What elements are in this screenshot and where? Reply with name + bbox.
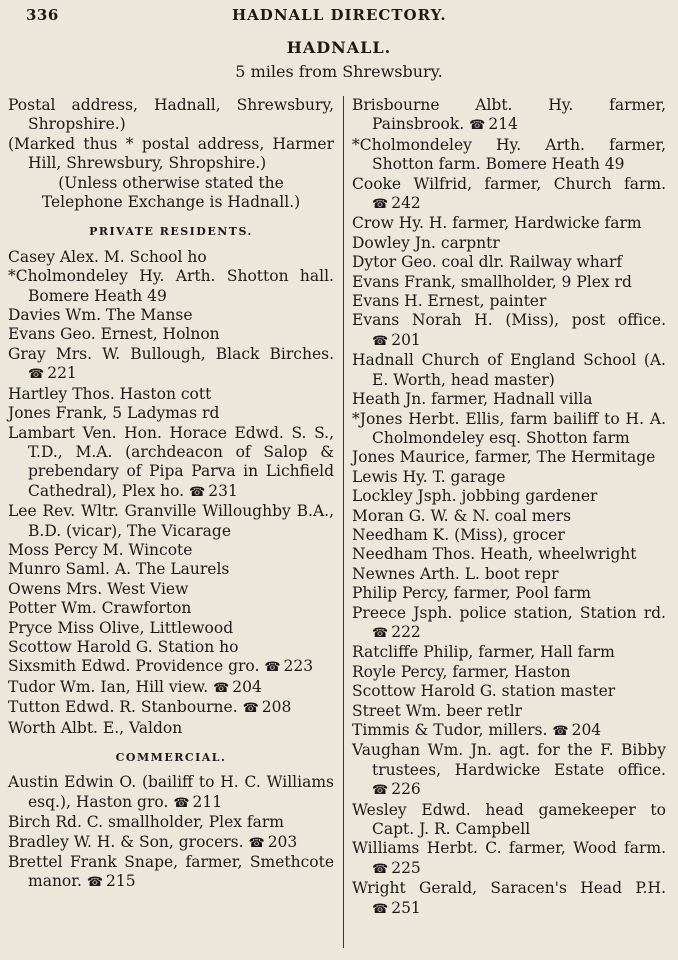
directory-entry (8, 719, 334, 738)
directory-entry (352, 292, 666, 311)
entry-text: Gray Mrs. W. Bullough, Black Birches. (8, 344, 334, 363)
entry-text: Lockley Jsph. jobbing gardener (352, 487, 598, 506)
directory-entry (352, 545, 666, 564)
phone-number (552, 721, 601, 739)
entry-text: Birch Rd. C. smallholder, Plex farm (8, 813, 285, 832)
directory-entry (352, 214, 666, 233)
telephone-icon: ☎ (189, 484, 206, 500)
directory-entry (352, 682, 666, 701)
entry-text: Evans Geo. Ernest, Holnon (8, 325, 220, 344)
entry-text: Moran G. W. & N. coal mers (352, 506, 572, 525)
phone-value: 204 (232, 677, 262, 696)
entry-text: Crow Hy. H. farmer, Hardwicke farm (352, 214, 642, 233)
telephone-icon: ☎ (28, 367, 45, 383)
directory-entry (352, 468, 666, 487)
phone-value: 223 (283, 657, 314, 676)
entry-text: Worth Albt. E., Valdon (8, 718, 183, 737)
directory-entry (8, 404, 334, 423)
commercial-list-right (352, 96, 666, 919)
phone-value: 215 (106, 872, 136, 891)
entry-text: Lambart Ven. Hon. Horace Edwd. S. S., T.D., M.A. (archdeacon of Salop & prebendary of Pipa Parva in Lichfield Cathedral), Plex ho. (8, 423, 334, 500)
directory-entry (8, 657, 334, 677)
phone-number (213, 678, 262, 696)
phone-value: 225 (391, 858, 421, 877)
phone-value: 231 (208, 481, 238, 500)
directory-entry (352, 721, 666, 741)
entry-text: Street Wm. beer retlr (352, 701, 523, 720)
directory-entry (352, 584, 666, 603)
postal-note: Postal address, Hadnall, Shrewsbury, Shropshire.) (8, 96, 334, 134)
town-heading: HADNALL. (286, 38, 392, 57)
directory-entry (352, 448, 666, 467)
entry-text: Newnes Arth. L. boot repr (352, 564, 559, 583)
private-residents-heading: PRIVATE RESIDENTS. (89, 225, 253, 239)
page-number: 336 (26, 6, 59, 24)
directory-entry (352, 311, 666, 351)
directory-entry (352, 96, 666, 136)
directory-entry (352, 175, 666, 215)
phone-number (469, 115, 518, 133)
page-header (0, 6, 678, 28)
directory-entry (352, 351, 666, 390)
phone-value: 214 (488, 115, 518, 134)
directory-entry (8, 541, 334, 560)
entry-text: Davies Wm. The Manse (8, 306, 193, 325)
directory-entry (352, 487, 666, 506)
entry-text: Needham K. (Miss), grocer (352, 525, 565, 544)
entry-text: Hartley Thos. Haston cott (8, 384, 212, 403)
directory-entry (352, 801, 666, 840)
entry-text: Scottow Harold G. Station ho (8, 637, 239, 656)
directory-entry (352, 879, 666, 919)
telephone-icon: ☎ (372, 901, 389, 917)
telephone-icon: ☎ (86, 875, 104, 891)
entry-text: Tutton Edwd. R. Stanbourne. (8, 698, 238, 717)
directory-entry (8, 502, 334, 541)
directory-entry (8, 385, 334, 404)
column-divider (343, 96, 344, 948)
entry-text: Brisbourne Albt. Hy. farmer, Painsbrook. (352, 96, 666, 134)
phone-number (372, 331, 421, 349)
entry-text: Jones Maurice, farmer, The Hermitage (352, 448, 656, 467)
entry-text: Royle Percy, farmer, Haston (352, 662, 571, 681)
telephone-icon: ☎ (372, 197, 389, 213)
private-residents-list (8, 248, 334, 738)
entry-text: Timmis & Tudor, millers. (352, 721, 548, 739)
directory-entry (8, 773, 334, 813)
phone-value: 211 (192, 792, 223, 811)
directory-entry (352, 234, 666, 253)
phone-number (248, 833, 297, 851)
phone-number (87, 872, 136, 890)
entry-text: Heath Jn. farmer, Hadnall villa (352, 390, 593, 409)
entry-text: *Jones Herbt. Ellis, farm bailiff to H. A. Cholmondeley esq. Shotton farm (352, 409, 666, 447)
entry-text: Hadnall Church of England School (A. E. Worth, head master) (352, 351, 666, 389)
phone-number (189, 482, 238, 500)
phone-number (264, 657, 313, 675)
entry-text: Cooke Wilfrid, farmer, Church farm. (352, 174, 666, 193)
directory-entry (8, 678, 334, 698)
directory-entry (352, 565, 666, 584)
directory-entry (8, 599, 334, 618)
entry-text: Philip Percy, farmer, Pool farm (352, 584, 591, 603)
telephone-icon: ☎ (552, 724, 569, 739)
directory-entry (8, 267, 334, 306)
directory-entry (352, 663, 666, 682)
telephone-icon: ☎ (372, 333, 389, 349)
entry-text: Munro Saml. A. The Laurels (8, 560, 230, 579)
entry-text: Pryce Miss Olive, Littlewood (8, 618, 234, 637)
entry-text: Brettel Frank Snape, farmer, Smethcote manor. (8, 853, 334, 891)
entry-text: Evans Norah H. (Miss), post office. (352, 311, 666, 330)
entry-text: Williams Herbt. C. farmer, Wood farm. (352, 839, 666, 858)
marked-note: (Marked thus * postal address, Harmer Hill, Shrewsbury, Shropshire.) (8, 134, 334, 173)
directory-entry (352, 643, 666, 662)
phone-value: 203 (267, 832, 298, 851)
distance-line: 5 miles from Shrewsbury. (235, 62, 443, 81)
entry-text: Moss Percy M. Wincote (8, 540, 193, 559)
phone-value: 208 (261, 698, 292, 717)
entry-text: Dytor Geo. coal dlr. Railway wharf (352, 253, 623, 272)
telephone-icon: ☎ (248, 835, 265, 851)
entry-text: Evans Frank, smallholder, 9 Plex rd (352, 272, 632, 291)
entry-text: Bradley W. H. & Son, grocers. (8, 832, 244, 851)
telephone-icon: ☎ (264, 660, 281, 676)
directory-entry (352, 390, 666, 409)
directory-entry (352, 526, 666, 545)
directory-entry (352, 839, 666, 879)
directory-entry (8, 619, 334, 638)
telephone-icon: ☎ (173, 795, 190, 811)
phone-number (372, 859, 421, 877)
directory-entry (352, 273, 666, 292)
entry-text: Dowley Jn. carpntr (352, 233, 500, 252)
commercial-heading: COMMERCIAL. (115, 751, 227, 764)
phone-number (372, 623, 421, 641)
entry-text: Vaughan Wm. Jn. agt. for the F. Bibby trustees, Hardwicke Estate office. (352, 741, 666, 779)
entry-text: Wright Gerald, Saracen's Head P.H. (352, 879, 666, 898)
entry-text: Needham Thos. Heath, wheelwright (352, 545, 637, 564)
directory-entry (8, 424, 334, 503)
entry-text: Owens Mrs. West View (8, 579, 189, 598)
directory-entry (8, 325, 334, 344)
telephone-icon: ☎ (213, 680, 230, 696)
phone-number (28, 364, 77, 382)
entry-text: Jones Frank, 5 Ladymas rd (8, 404, 220, 423)
phone-number (173, 793, 222, 811)
directory-entry (8, 813, 334, 832)
directory-entry (352, 253, 666, 272)
phone-value: 221 (47, 364, 77, 383)
directory-entry (352, 741, 666, 800)
commercial-list-left (8, 773, 334, 892)
entry-text: Evans H. Ernest, painter (352, 292, 547, 311)
entry-text: Scottow Harold G. station master (352, 682, 616, 701)
directory-entry (8, 638, 334, 657)
phone-value: 201 (391, 330, 421, 349)
phone-value: 204 (571, 721, 602, 739)
entry-text: *Cholmondeley Hy. Arth. Shotton hall. Bomere Heath 49 (8, 267, 334, 305)
telephone-icon: ☎ (242, 701, 259, 717)
directory-entry (8, 580, 334, 599)
entry-text: Potter Wm. Crawforton (8, 599, 192, 618)
entry-text: Tudor Wm. Ian, Hill view. (8, 677, 209, 696)
directory-entry (8, 698, 334, 718)
entry-text: Austin Edwin O. (bailiff to H. C. Williams esq.), Haston gro. (8, 773, 334, 811)
entry-text: Lewis Hy. T. garage (352, 467, 506, 486)
directory-entry (352, 604, 666, 644)
directory-entry (352, 410, 666, 449)
phone-number (243, 698, 292, 716)
phone-number (372, 194, 421, 212)
exchange-note: (Unless otherwise stated the Telephone Exchange is Hadnall.) (41, 173, 301, 212)
entry-text: Casey Alex. M. School ho (8, 247, 207, 266)
running-title: HADNALL DIRECTORY. (232, 6, 447, 24)
phone-number (372, 780, 421, 798)
phone-number (372, 899, 421, 917)
directory-entry (8, 345, 334, 385)
entry-text: *Cholmondeley Hy. Arth. farmer, Shotton farm. Bomere Heath 49 (352, 135, 666, 174)
directory-entry (352, 507, 666, 526)
entry-text: Sixsmith Edwd. Providence gro. (8, 657, 260, 676)
phone-value: 251 (391, 898, 421, 917)
phone-value: 242 (391, 194, 421, 213)
directory-entry (8, 560, 334, 579)
directory-entry (8, 833, 334, 853)
telephone-icon: ☎ (372, 625, 389, 641)
right-column (352, 96, 666, 919)
entry-text: Lee Rev. Wltr. Granville Willoughby B.A., B.D. (vicar), The Vicarage (8, 502, 334, 540)
phone-value: 226 (391, 780, 421, 799)
directory-entry (8, 853, 334, 893)
directory-entry (8, 248, 334, 267)
telephone-icon: ☎ (469, 118, 486, 134)
directory-entry (8, 306, 334, 325)
entry-text: Preece Jsph. police station, Station rd. (352, 603, 666, 622)
entry-text: Wesley Edwd. head gamekeeper to Capt. J. R. Campbell (352, 800, 666, 839)
directory-entry (352, 136, 666, 175)
telephone-icon: ☎ (372, 861, 389, 877)
entry-text: Ratcliffe Philip, farmer, Hall farm (352, 643, 615, 662)
phone-value: 222 (391, 622, 421, 641)
directory-entry (352, 702, 666, 721)
left-column (8, 96, 334, 893)
telephone-icon: ☎ (372, 783, 389, 799)
